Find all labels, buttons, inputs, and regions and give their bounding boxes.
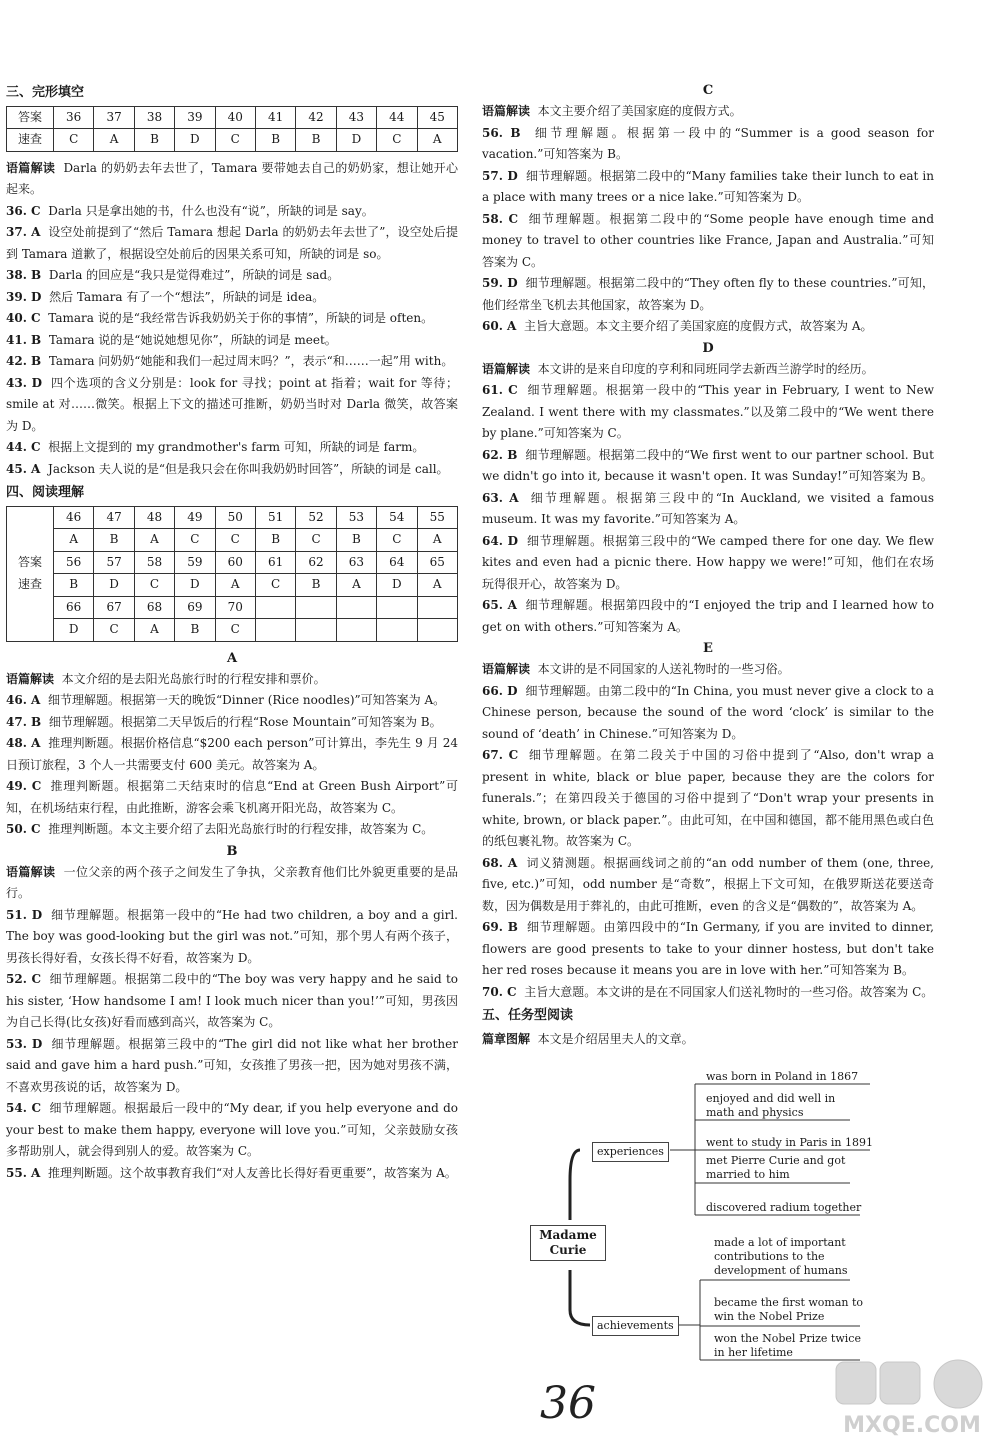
explanation-item [6, 776, 458, 819]
cloze-intro [6, 158, 458, 201]
intro-label: 语篇解读 [6, 160, 56, 175]
explanation-item [6, 265, 458, 287]
item-text: 推理判断题。根据第二天结束时的信息“End at Green Bush Airport”可知，在机场结束行程，由此推断，游客会乘飞机离开阳光岛，故答案为 C。 [6, 779, 458, 815]
item-number: 48. A [6, 736, 41, 750]
reading-cell: A [54, 529, 94, 552]
reading-cell: C [215, 619, 255, 642]
reading-cell: 46 [54, 506, 94, 529]
passage-a-intro [6, 669, 458, 691]
cloze-number: 37 [94, 106, 134, 129]
reading-cell: D [94, 574, 134, 597]
intro-label: 语篇解读 [482, 104, 531, 118]
item-text: 细节理解题。根据第一段中的“He had two children, a boy and a girl. The boy was good-looking but the girl was not.”可知，那个男人有两个孩子，男孩长得好看，女孩长得不好看，故答案为 D。 [6, 907, 458, 965]
explanation-item [6, 905, 458, 970]
explanation-item [6, 819, 458, 841]
cloze-number: 36 [54, 106, 94, 129]
explanation-item [482, 273, 934, 316]
explanation-item [482, 445, 934, 488]
reading-cell [255, 619, 295, 642]
intro-text: 一位父亲的两个孩子之间发生了争执，父亲教育他们比外貌更重要的是品行。 [6, 864, 458, 900]
mind-map-root: Madame Curie [530, 1225, 606, 1261]
cloze-answer: B [296, 129, 336, 152]
item-text: 根据上文提到的 my grandmother's farm 可知，所缺的词是 farm。 [48, 440, 425, 454]
explanation-item [482, 123, 934, 166]
explanation-item [6, 287, 458, 309]
item-number: 63. A [482, 490, 519, 505]
item-number: 42. B [6, 354, 42, 368]
item-number: 51. D [6, 907, 43, 922]
reading-cell: C [175, 529, 215, 552]
passage-d-title: D [702, 340, 714, 356]
reading-cell: 63 [336, 551, 376, 574]
item-number: 69. B [482, 920, 518, 934]
reading-cell: 62 [296, 551, 336, 574]
intro-text: 本文是介绍居里夫人的文章。 [537, 1031, 694, 1046]
reading-cell: A [417, 574, 457, 597]
reading-cell: B [94, 529, 134, 552]
reading-cell [336, 596, 376, 619]
intro-label: 语篇解读 [6, 671, 55, 686]
item-number: 61. C [482, 383, 518, 397]
explanation-item [6, 201, 458, 223]
item-number: 56. B [482, 125, 521, 140]
reading-cell: D [377, 574, 417, 597]
cloze-answer: B [255, 129, 295, 152]
cloze-answer-table [6, 106, 458, 152]
cloze-answer: B [134, 129, 174, 152]
reading-cell: 53 [336, 506, 376, 529]
reading-answer-table [6, 506, 458, 642]
item-text: 推理判断题。这个故事教育我们“对人友善比长得好看更重要”，故答案为 A。 [48, 1165, 457, 1180]
item-number: 70. C [482, 984, 517, 999]
explanation-item [6, 733, 458, 776]
cloze-answer: A [417, 129, 457, 152]
item-number: 44. C [6, 440, 41, 454]
item-text: 推理判断题。根据价格信息“$200 each person”可计算出，李先生 9 月 24 日预订旅程，3 个人一共需要支付 600 美元。故答案为 A。 [6, 736, 458, 772]
item-text: 四个选项的含义分别是：look for 寻找；point at 指着；wait for 等待；smile at 对……微笑。根据上下文的描述可推断，奶奶当时对 Darla 微笑，故答案为 D。 [6, 375, 458, 433]
left-column [6, 80, 458, 1184]
item-text: 细节理解题。根据第一天的晚饭“Dinner (Rice noodles)”可知答案为 A。 [48, 693, 446, 707]
item-number: 45. A [6, 461, 41, 476]
explanation-item [482, 209, 934, 274]
item-number: 62. B [482, 447, 518, 462]
reading-cell: 48 [134, 506, 174, 529]
section-task-reading-title: 五、任务型阅读 [482, 1008, 574, 1023]
watermark-logo [830, 1358, 995, 1440]
experience-item: discovered radium together [706, 1201, 862, 1214]
explanation-item [6, 351, 458, 373]
item-number: 60. A [482, 319, 517, 333]
item-text: 细节理解题。在第二段关于中国的习俗中提到了“Also, don't wrap a present in white, black or blue paper, because they are the colors for funerals.”；在第四段关于德国的习俗中提到了“Don't wrap your presents in white, brown, or black paper.”。由此可知，在中国和德国，都不能用黑色或白色的纸包裹礼物。故答案为 C。 [482, 748, 934, 848]
section-reading-title: 四、阅读理解 [6, 485, 85, 500]
item-text: 然后 Tamara 有了一个“想法”，所缺的词是 idea。 [49, 289, 325, 304]
reading-cell: C [296, 529, 336, 552]
explanation-item [482, 745, 934, 853]
item-text: 细节理解题。根据第二天早饭后的行程“Rose Mountain”可知答案为 B。 [48, 714, 442, 729]
cloze-answer: D [336, 129, 376, 152]
reading-cell: B [336, 529, 376, 552]
item-number: 67. C [482, 748, 519, 762]
item-text: 主旨大意题。本文讲的是在不同国家人们送礼物时的一些习俗。故答案为 C。 [524, 984, 934, 999]
experience-item: went to study in Paris in 1891 [706, 1136, 873, 1149]
achievement-item: became the first woman to win the Nobel Prize [714, 1296, 864, 1323]
cloze-answer: C [54, 129, 94, 152]
reading-cell: 64 [377, 551, 417, 574]
intro-text: 本文讲的是不同国家的人送礼物时的一些习俗。 [537, 662, 790, 676]
mindmap-intro [482, 1029, 934, 1051]
branch-experiences: experiences [592, 1142, 669, 1162]
item-text: 细节理解题。根据第二段中的“They often fly to these countries.”可知，他们经常坐飞机去其他国家，故答案为 D。 [482, 276, 934, 312]
reading-cell: C [377, 529, 417, 552]
explanation-item [482, 531, 934, 596]
item-text: 细节理解题。根据第三段中的“We camped there for one day. We flew kites and even had a picnic there. How happy we were!”可知，他们在农场玩得很开心，故答案为 D。 [482, 533, 934, 591]
item-number: 54. C [6, 1101, 42, 1115]
reading-cell: C [94, 619, 134, 642]
explanation-item [6, 373, 458, 438]
explanation-item [6, 437, 458, 459]
passage-e-title: E [703, 641, 713, 656]
reading-cell: 49 [175, 506, 215, 529]
reading-cell: C [215, 529, 255, 552]
reading-cell: 55 [417, 506, 457, 529]
item-number: 52. C [6, 972, 42, 986]
explanation-item [482, 681, 934, 746]
right-column [482, 80, 934, 1050]
section-cloze-title: 三、完形填空 [6, 85, 85, 100]
reading-cell: 59 [175, 551, 215, 574]
reading-cell [377, 596, 417, 619]
reading-cell: 57 [94, 551, 134, 574]
reading-cell: C [255, 574, 295, 597]
reading-cell [417, 596, 457, 619]
explanation-item [482, 166, 934, 209]
explanation-item [6, 1034, 458, 1099]
reading-cell: 52 [296, 506, 336, 529]
item-text: 细节理解题。根据第三段中的“In Auckland, we visited a famous museum. It was my favorite.”可知答案为 A。 [482, 490, 934, 526]
item-text: 细节理解题。根据第二段中的“The boy was very happy and he said to his sister, ‘How handsome I am! I look much nicer than you!’”可知，男孩因为自己长得(比女孩)好看而感到高兴，故答案为 C。 [6, 972, 458, 1029]
item-number: 49. C [6, 779, 42, 793]
explanation-item [482, 595, 934, 638]
intro-text: 本文主要介绍了美国家庭的度假方式。 [537, 104, 742, 118]
item-number: 66. D [482, 683, 518, 698]
reading-cell: B [255, 529, 295, 552]
item-text: 细节理解题。根据第一段中的“Summer is a good season for vacation.”可知答案为 B。 [482, 125, 934, 161]
item-text: 细节理解题。根据第三段中的“The girl did not like what her brother said and gave him a hard push.”可知，女孩推了男孩一把，因为她对男孩不满，不喜欢男孩说的话，故答案为 D。 [6, 1036, 458, 1094]
cloze-number: 45 [417, 106, 457, 129]
reading-cell [296, 596, 336, 619]
item-text: 细节理解题。根据第二段中的“Some people have enough time and money to travel to other countries like France, Japan and Australia.”可知答案为 C。 [482, 211, 935, 269]
explanation-item [6, 222, 458, 265]
passage-a-title: A [226, 650, 238, 666]
cloze-answer: A [94, 129, 134, 152]
item-number: 57. D [482, 168, 518, 183]
item-text: 细节理解题。根据第一段中的“This year in February, I went to New Zealand. I went there with my classmates.”以及第二段中的“We went there by plane.”可知答案为 C。 [482, 383, 934, 440]
item-number: 59. D [482, 276, 518, 290]
passage-b-title: B [226, 843, 238, 859]
item-number: 37. A [6, 225, 41, 239]
achievement-item: won the Nobel Prize twice in her lifetime [714, 1332, 861, 1359]
intro-text: 本文讲的是来自印度的亨利和同班同学去新西兰游学时的经历。 [537, 361, 874, 376]
reading-cell: A [336, 574, 376, 597]
reading-cell: A [215, 574, 255, 597]
item-text: 设空处前提到了“然后 Tamara 想起 Darla 的奶奶去年去世了”，设空处后提到 Tamara 道歉了，根据设空处前后的因果关系可知，所缺的词是 so。 [6, 225, 458, 261]
item-text: Darla 的回应是“我只是觉得难过”，所缺的词是 sad。 [48, 268, 340, 282]
passage-c-intro [482, 101, 934, 123]
reading-cell [417, 619, 457, 642]
reading-cell: 66 [54, 596, 94, 619]
cloze-answer: D [175, 129, 215, 152]
explanation-item [482, 316, 934, 338]
reading-cell: 67 [94, 596, 134, 619]
item-number: 46. A [6, 693, 41, 707]
reading-cell: 54 [377, 506, 417, 529]
item-number: 53. D [6, 1036, 43, 1051]
item-text: 细节理解题。根据最后一段中的“My dear, if you help everyone and do your best to make them happy, everyone will love you.”可知，父亲鼓励女孩多帮助别人，就会得到别人的爱。故答案为 C。 [6, 1101, 459, 1158]
intro-label: 语篇解读 [482, 662, 531, 676]
explanation-item [482, 982, 934, 1004]
item-text: Tamara 问奶奶“她能和我们一起过周末吗？”，表示“和……一起”用 with。 [48, 354, 454, 368]
experience-item: enjoyed and did well in math and physics [706, 1092, 836, 1119]
explanation-item [6, 459, 458, 481]
item-number: 47. B [6, 714, 42, 729]
reading-table-label [7, 506, 54, 641]
item-text: 细节理解题。由第四段中的“In Germany, if you are invited to dinner, flowers are good presents to take to your dinner hostess, but don't take her red roses because it means you are in love with her.”可知答案为 B。 [482, 920, 934, 977]
item-text: 细节理解题。根据第二段中的“Many families take their lunch to eat in a place with many trees or a nice lake.”可知答案为 D。 [482, 168, 934, 204]
passage-e-intro [482, 659, 934, 681]
reading-cell: 50 [215, 506, 255, 529]
explanation-item [6, 690, 458, 712]
passage-b-intro [6, 862, 458, 905]
intro-label: 语篇解读 [482, 361, 531, 376]
reading-cell [336, 619, 376, 642]
item-number: 55. A [6, 1165, 41, 1180]
reading-cell: 69 [175, 596, 215, 619]
item-number: 41. B [6, 332, 42, 347]
cloze-number: 43 [336, 106, 376, 129]
reading-cell: 70 [215, 596, 255, 619]
explanation-item [6, 969, 458, 1034]
cloze-number: 41 [255, 106, 295, 129]
reading-cell: A [417, 529, 457, 552]
achievement-item: made a lot of important contributions to the development of humans [714, 1236, 848, 1277]
passage-c-title: C [702, 83, 714, 98]
passage-d-intro [482, 359, 934, 381]
intro-label: 语篇解读 [6, 864, 56, 879]
item-text: 词义猜测题。根据画线词之前的“an odd number of them (one, three, five, etc.)”可知，odd number 是“奇数”，根据上下文可知，在俄罗斯送花要送奇数，因为偶数是用于葬礼的，由此可推断，even 的含义是“偶数的”，故答案为 A。 [482, 855, 934, 913]
explanation-item [6, 308, 458, 330]
watermark-text: MXQE.COM [843, 1413, 981, 1438]
page-number: 36 [540, 1378, 596, 1429]
reading-row [7, 574, 458, 597]
reading-cell: A [134, 619, 174, 642]
cloze-number: 38 [134, 106, 174, 129]
reading-cell [255, 596, 295, 619]
reading-cell: B [296, 574, 336, 597]
item-number: 64. D [482, 533, 519, 548]
reading-cell: 47 [94, 506, 134, 529]
reading-cell [296, 619, 336, 642]
item-text: 推理判断题。本文主要介绍了去阳光岛旅行时的行程安排，故答案为 C。 [48, 822, 434, 836]
reading-cell: B [54, 574, 94, 597]
explanation-item [482, 853, 934, 918]
experience-item: met Pierre Curie and got married to him [706, 1154, 846, 1181]
item-number: 65. A [482, 598, 517, 612]
item-number: 58. C [482, 211, 519, 226]
cloze-number: 39 [175, 106, 215, 129]
explanation-item [6, 330, 458, 352]
cloze-number: 42 [296, 106, 336, 129]
item-text: 细节理解题。根据第四段中的“I enjoyed the trip and I learned how to get on with others.”可知答案为 A。 [482, 598, 934, 634]
item-number: 38. B [6, 268, 42, 282]
intro-text: 本文介绍的是去阳光岛旅行时的行程安排和票价。 [61, 671, 326, 686]
item-number: 50. C [6, 822, 41, 836]
intro-label: 篇章图解 [482, 1031, 531, 1046]
cloze-answer-row [7, 129, 458, 152]
reading-cell: C [134, 574, 174, 597]
item-text: Tamara 说的是“我经常告诉我奶奶关于你的事情”，所缺的词是 often。 [48, 311, 434, 325]
reading-cell: 65 [417, 551, 457, 574]
label-line: 答案 [17, 555, 42, 569]
explanation-item [482, 488, 934, 531]
explanation-item [6, 1163, 458, 1185]
cloze-answer-label: 速查 [7, 129, 54, 152]
mind-map [530, 1070, 890, 1370]
item-text: 主旨大意题。本文主要介绍了美国家庭的度假方式，故答案为 A。 [524, 319, 873, 333]
intro-text: Darla 的奶奶去年去世了，Tamara 要带她去自己的奶奶家，想让她开心起来。 [6, 160, 458, 196]
reading-cell: D [175, 574, 215, 597]
reading-row [7, 529, 458, 552]
item-text: Jackson 夫人说的是“但是我只会在你叫我奶奶时回答”，所缺的词是 call。 [48, 461, 449, 476]
explanation-item [482, 917, 934, 982]
explanation-item [6, 712, 458, 734]
reading-cell: 56 [54, 551, 94, 574]
branch-achievements: achievements [592, 1316, 679, 1336]
reading-cell: 60 [215, 551, 255, 574]
item-number: 40. C [6, 311, 41, 325]
cloze-number: 40 [215, 106, 255, 129]
reading-cell: B [175, 619, 215, 642]
item-number: 39. D [6, 289, 42, 304]
reading-cell: D [54, 619, 94, 642]
reading-cell: 68 [134, 596, 174, 619]
item-text: Darla 只是拿出她的书，什么也没有“说”，所缺的词是 say。 [48, 203, 374, 218]
reading-cell: A [134, 529, 174, 552]
cloze-number-row [7, 106, 458, 129]
reading-row [7, 596, 458, 619]
reading-row [7, 551, 458, 574]
explanation-item [6, 1098, 458, 1163]
item-number: 68. A [482, 855, 518, 870]
cloze-header-label: 答案 [7, 106, 54, 129]
explanation-item [482, 380, 934, 445]
item-number: 43. D [6, 375, 43, 390]
reading-row [7, 506, 458, 529]
experience-item: was born in Poland in 1867 [706, 1070, 859, 1083]
label-line: 速查 [17, 576, 42, 591]
cloze-answer: C [215, 129, 255, 152]
item-text: 细节理解题。根据第二段中的“We first went to our partner school. But we didn't go into it, because it wasn't open. It was Sunday!”可知答案为 B。 [482, 447, 934, 483]
item-number: 36. C [6, 203, 41, 218]
reading-cell [377, 619, 417, 642]
reading-row [7, 619, 458, 642]
cloze-answer: C [377, 129, 417, 152]
cloze-number: 44 [377, 106, 417, 129]
item-text: 细节理解题。由第二段中的“In China, you must never give a clock to a Chinese person, because the sound of the word ‘clock’ is similar to the sound of ‘death’ in Chinese.”可知答案为 D。 [482, 683, 934, 741]
reading-cell: 61 [255, 551, 295, 574]
reading-cell: 51 [255, 506, 295, 529]
item-text: Tamara 说的是“她说她想见你”，所缺的词是 meet。 [48, 332, 337, 347]
reading-cell: 58 [134, 551, 174, 574]
